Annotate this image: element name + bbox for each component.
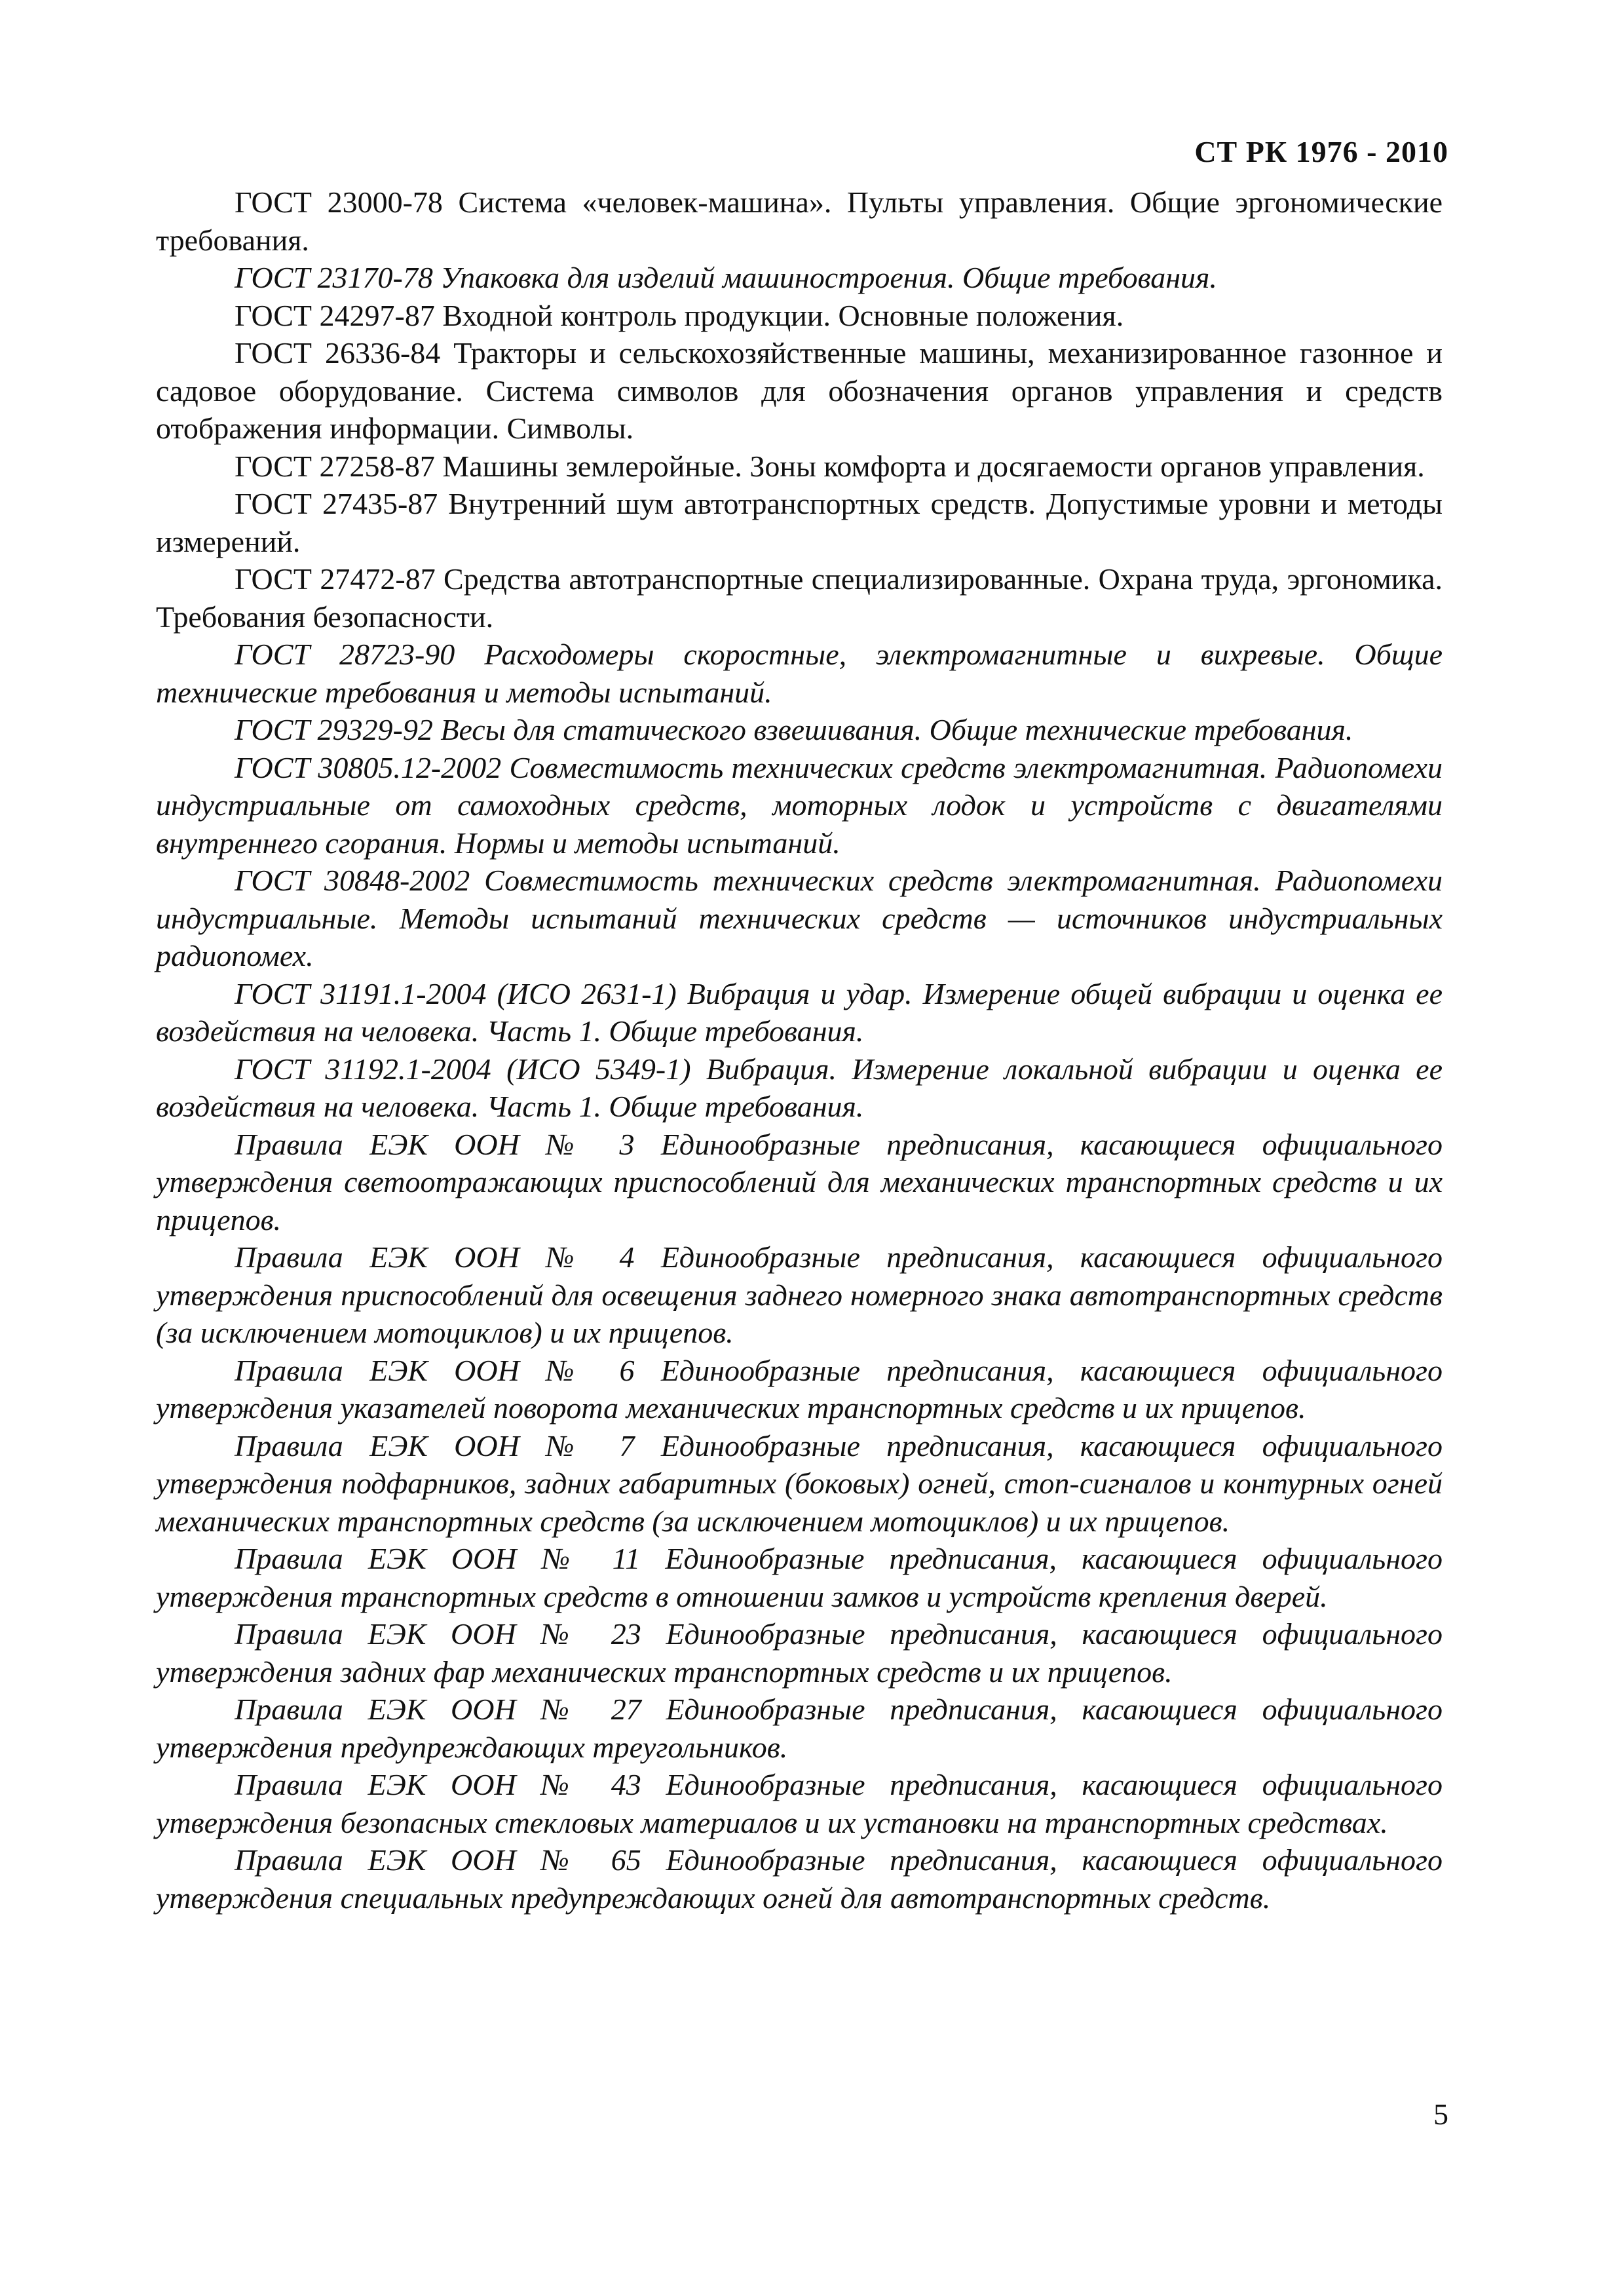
reference-item: ГОСТ 26336-84 Тракторы и сельскохозяйственные машины, механизированное газонное и садовое оборудование. Система символов для обозначения органов управления и средств отображения информации. Символы.: [156, 336, 1443, 445]
page-number: 5: [1433, 2097, 1448, 2131]
reference-item: Правила ЕЭК ООН № 7 Единообразные предписания, касающиеся официального утверждения подфарников, задних габаритных (боковых) огней, стоп-сигналов и контурных огней механических транспортных средств (за исключением мотоциклов) и их прицепов.: [156, 1428, 1443, 1538]
reference-item: Правила ЕЭК ООН № 6 Единообразные предписания, касающиеся официального утверждения указателей поворота механических транспортных средств и их прицепов.: [156, 1353, 1443, 1425]
reference-item: Правила ЕЭК ООН № 27 Единообразные предписания, касающиеся официального утверждения предупреждающих треугольников.: [156, 1693, 1443, 1764]
reference-item: ГОСТ 27258-87 Машины землеройные. Зоны комфорта и досягаемости органов управления.: [235, 449, 1425, 483]
reference-item: ГОСТ 30805.12-2002 Совместимость технических средств электромагнитная. Радиопомехи индустриальные от самоходных средств, моторных лодок и устройств с двигателями внутреннего сгорания. Нормы и методы испытаний.: [156, 750, 1443, 860]
references-list: [156, 183, 1443, 1917]
reference-item: ГОСТ 27472-87 Средства автотранспортные специализированные. Охрана труда, эргономика. Требования безопасности.: [156, 562, 1443, 634]
reference-item: Правила ЕЭК ООН № 43 Единообразные предписания, касающиеся официального утверждения безопасных стекловых материалов и их установки на транспортных средствах.: [156, 1768, 1443, 1839]
reference-item: ГОСТ 31192.1-2004 (ИСО 5349-1) Вибрация. Измерение локальной вибрации и оценка ее воздействия на человека. Часть 1. Общие требования.: [156, 1052, 1443, 1123]
reference-item: ГОСТ 30848-2002 Совместимость технических средств электромагнитная. Радиопомехи индустриальные. Методы испытаний технических средств — источников индустриальных радиопомех.: [156, 864, 1443, 972]
reference-item: ГОСТ 27435-87 Внутренний шум автотранспортных средств. Допустимые уровни и методы измерений.: [156, 487, 1443, 558]
reference-item: ГОСТ 28723-90 Расходомеры скоростные, электромагнитные и вихревые. Общие технические требования и методы испытаний.: [156, 638, 1443, 709]
reference-item: ГОСТ 29329-92 Весы для статического взвешивания. Общие технические требования.: [235, 713, 1353, 746]
reference-item: ГОСТ 31191.1-2004 (ИСО 2631-1) Вибрация и удар. Измерение общей вибрации и оценка ее воздействия на человека. Часть 1. Общие требования.: [156, 976, 1443, 1048]
reference-item: Правила ЕЭК ООН № 4 Единообразные предписания, касающиеся официального утверждения приспособлений для освещения заднего номерного знака автотранспортных средств (за исключением мотоциклов) и их прицепов.: [156, 1240, 1443, 1349]
reference-item: Правила ЕЭК ООН № 3 Единообразные предписания, касающиеся официального утверждения светоотражающих приспособлений для механических транспортных средств и их прицепов.: [156, 1127, 1443, 1236]
reference-item: ГОСТ 23000-78 Система «человек-машина». Пульты управления. Общие эргономические требования.: [156, 185, 1443, 257]
reference-item: Правила ЕЭК ООН № 11 Единообразные предписания, касающиеся официального утверждения транспортных средств в отношении замков и устройств крепления дверей.: [156, 1542, 1443, 1613]
reference-item: ГОСТ 24297-87 Входной контроль продукции. Основные положения.: [235, 298, 1124, 332]
reference-item: Правила ЕЭК ООН № 65 Единообразные предписания, касающиеся официального утверждения специальных предупреждающих огней для автотранспортных средств.: [156, 1843, 1443, 1915]
reference-item: Правила ЕЭК ООН № 23 Единообразные предписания, касающиеся официального утверждения задних фар механических транспортных средств и их прицепов.: [156, 1617, 1443, 1689]
reference-item: ГОСТ 23170-78 Упаковка для изделий машиностроения. Общие требования.: [235, 261, 1217, 294]
document-code-header: СТ РК 1976 - 2010: [1194, 135, 1448, 168]
